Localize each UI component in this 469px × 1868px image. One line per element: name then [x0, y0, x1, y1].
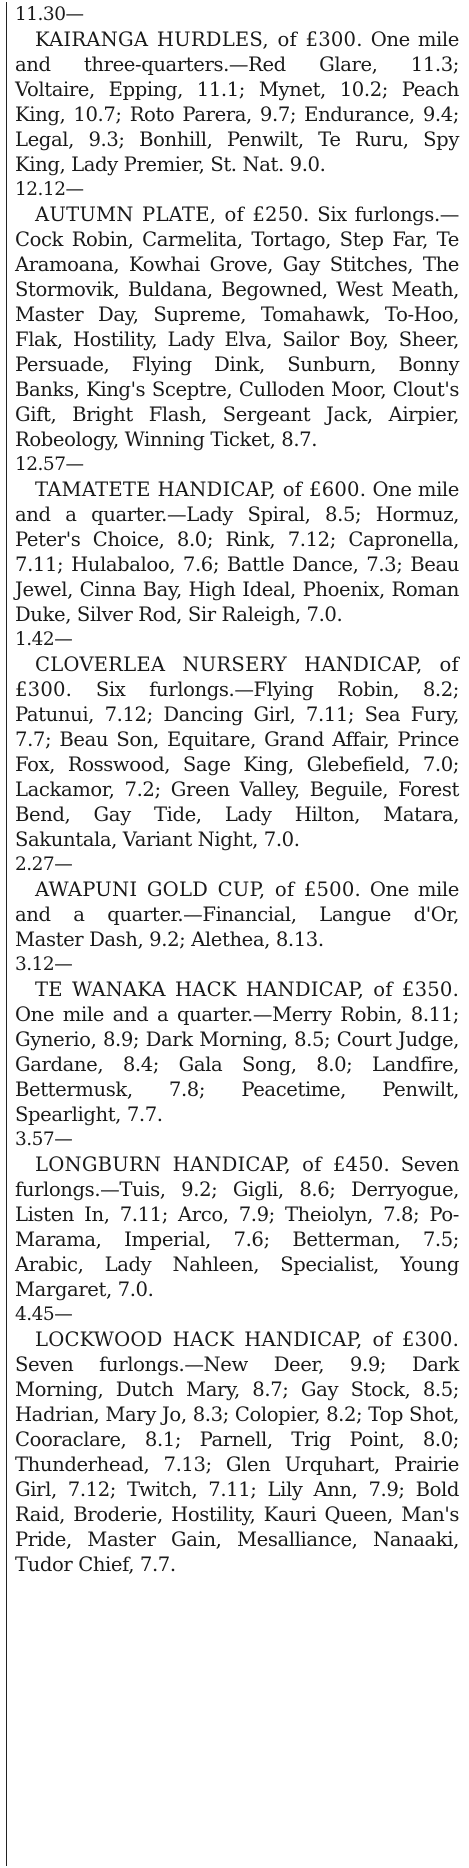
race-title: TE WANAKA HACK HANDICAP, of £350.	[35, 978, 459, 1001]
race-item	[7, 952, 463, 1127]
race-entry	[7, 477, 463, 627]
race-details: One mile and three-quarters.—Red Glare, 11.3; Voltaire, Epping, 11.1; Mynet, 10.2; Peach King, 10.7; Roto Parera, 9.7; Endurance, 9.4; Legal, 9.3; Bonhill, Penwilt, Te Ruru, Spy King, Lady Premier, St. Nat. 9.0.	[15, 28, 459, 176]
race-details: One mile and a quarter.—Financial, Langue d'Or, Master Dash, 9.2; Alethea, 8.13.	[15, 878, 459, 951]
race-list-column	[6, 2, 463, 1866]
race-details: One mile and a quarter.—Lady Spiral, 8.5; Hormuz, Peter's Choice, 8.0; Rink, 7.12; Capronella, 7.11; Hulabaloo, 7.6; Battle Dance, 7.3; Beau Jewel, Cinna Bay, High Ideal, Phoenix, Roman Duke, Silver Rod, Sir Raleigh, 7.0.	[15, 478, 459, 626]
race-item	[7, 852, 463, 952]
race-details: Seven furlongs.—Tuis, 9.2; Gigli, 8.6; Derryogue, Listen In, 7.11; Arco, 7.9; Theiolyn, 7.8; Po-Marama, Imperial, 7.6; Betterman, 7.5; Arabic, Lady Nahleen, Specialist, Young Margaret, 7.0.	[15, 1153, 459, 1301]
race-details: Six furlongs.—Flying Robin, 8.2; Patunui, 7.12; Dancing Girl, 7.11; Sea Fury, 7.7; Beau Son, Equitare, Grand Affair, Prince Fox, Rosswood, Sage King, Glebefield, 7.0; Lackamor, 7.2; Green Valley, Beguile, Forest Bend, Gay Tide, Lady Hilton, Matara, Sakuntala, Variant Night, 7.0.	[15, 678, 459, 851]
race-entry	[7, 877, 463, 952]
race-time: 4.45—	[15, 1304, 73, 1325]
race-title: AUTUMN PLATE, of £250.	[35, 203, 310, 226]
race-item	[7, 2, 463, 177]
race-title: TAMATETE HANDICAP, of £600.	[35, 478, 367, 501]
race-item	[7, 452, 463, 627]
race-item	[7, 1302, 463, 1577]
race-item	[7, 1127, 463, 1302]
race-entry	[7, 1152, 463, 1302]
race-entry	[7, 652, 463, 852]
race-entry	[7, 1327, 463, 1577]
race-time: 11.30—	[15, 4, 84, 25]
race-time: 3.57—	[15, 1129, 73, 1150]
race-title: KAIRANGA HURDLES, of £300.	[35, 28, 363, 51]
race-item	[7, 627, 463, 852]
race-details: Seven furlongs.—New Deer, 9.9; Dark Morning, Dutch Mary, 8.7; Gay Stock, 8.5; Hadrian, Mary Jo, 8.3; Colopier, 8.2; Top Shot, Cooraclare, 8.1; Parnell, Trig Point, 8.0; Thunderhead, 7.13; Glen Urquhart, Prairie Girl, 7.12; Twitch, 7.11; Lily Ann, 7.9; Bold Raid, Broderie, Hostility, Kauri Queen, Man's Pride, Master Gain, Mesalliance, Nanaaki, Tudor Chief, 7.7.	[15, 1353, 459, 1576]
race-time: 1.42—	[15, 629, 73, 650]
race-entry	[7, 27, 463, 177]
race-title: LOCKWOOD HACK HANDICAP, of £300.	[35, 1328, 459, 1351]
race-title: CLOVERLEA NURSERY HANDICAP, of £300.	[15, 653, 459, 701]
race-time: 3.12—	[15, 954, 73, 975]
race-details: One mile and a quarter.—Merry Robin, 8.11; Gynerio, 8.9; Dark Morning, 8.5; Court Judge, Gardane, 8.4; Gala Song, 8.0; Landfire, Bettermusk, 7.8; Peacetime, Penwilt, Spearlight, 7.7.	[15, 1003, 459, 1126]
race-title: AWAPUNI GOLD CUP, of £500.	[35, 878, 361, 901]
race-time: 2.27—	[15, 854, 73, 875]
race-title: LONGBURN HANDICAP, of £450.	[35, 1153, 390, 1176]
race-entry	[7, 977, 463, 1127]
race-item	[7, 177, 463, 452]
race-entry	[7, 202, 463, 452]
race-details: Six furlongs.—Cock Robin, Carmelita, Tortago, Step Far, Te Aramoana, Kowhai Grove, Gay Stitches, The Stormovik, Buldana, Begowned, West Meath, Master Day, Supreme, Tomahawk, To-Hoo, Flak, Hostility, Lady Elva, Sailor Boy, Sheer, Persuade, Flying Dink, Sunburn, Bonny Banks, King's Sceptre, Culloden Moor, Clout's Gift, Bright Flash, Sergeant Jack, Airpier, Robeology, Winning Ticket, 8.7.	[15, 203, 459, 451]
race-time: 12.12—	[15, 179, 84, 200]
race-time: 12.57—	[15, 454, 84, 475]
